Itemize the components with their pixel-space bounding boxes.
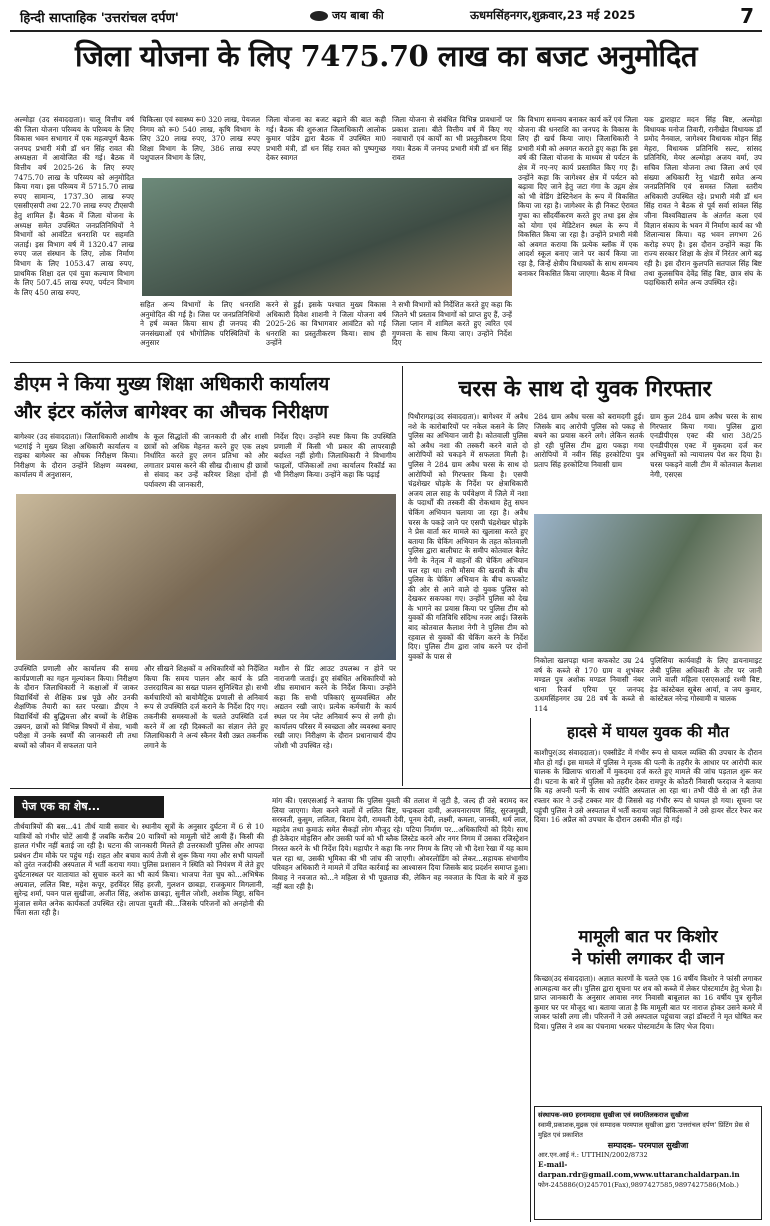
lead-col5: कि विभाग समन्वय बनाकर कार्य करें एवं जिला योजना की धनराशि का जनपद के विकास के लिए ही खर्च किया जाए। जिलाधिकारी ने प्रभारी मंत्री को अवगत कराते हुए कहा कि इस वर्ष की जिला योजना के माध्यम से पर्यटन के क्षेत्र में नए-नए कार्य प्रस्तावित किए गए हैं। उन्होंने कहा कि जागेश्वर क्षेत्र में पर्यटन को बढ़ावा दिए जाने हेतु जटा गंगा के उद्गम क्षेत्र को भी वेडिंग डेस्टिनेशन के रूप में विकसित किया जा रहा है। जागेश्वर के ही निकट ऐरावत गुफा का सौंदर्यीकरण करते हुए तथा इस क्षेत्र को योगा एवं मेडिटेशन स्थल के रूप में विकसित किया जा रहा है। उन्होंने प्रभारी मंत्री को अवगत कराया कि प्रत्येक ब्लॉक में एक आदर्श स्कूल बनाए जाने पर कार्य किया जा रहा है, जिन्हें क्षेत्रीय विधायकों के साथ समन्वय बनाकर विकसित किया जाएगा। बैठक में विधा (518, 115, 638, 278)
lead-headline: जिला योजना के लिए 7475.70 लाख का बजट अनुमोदित (75, 39, 697, 73)
imprint-owner: स्वामी,प्रकाशक,मुद्रक एवं सम्पादक परमपाल सुखीजा द्वारा 'उत्तरांचल दर्पण' प्रिंटिंग प्रेस से मुद्रित एवं प्रकाशित (538, 1121, 750, 1139)
lead-col4: जिला योजना से संबंधित विभिन्न प्रावधानों पर प्रकाश डाला। बीते वित्तीय वर्ष में किए गए नवाचारों एवं कार्यों का भी प्रस्तुतीकरण दिया गया। बैठक में जनपद प्रभारी मंत्री डॉ धन सिंह रावत (392, 115, 512, 163)
story2-col3b: मशीन से प्रिंट आउट उपलब्ध न होने पर नाराजगी जताई। हुए संबंधित अधिकारियों को शीघ्र समाधान करने के निर्देश किया। उन्होंने कहा कि सभी पत्रिकाएं सुव्यवस्थित और अद्यतन रखी जाएं। प्रत्येक कर्मचारी के कार्य स्थल पर नेम प्लेट अनिवार्य रूप से लगी हो। कार्यालय परिसर में स्वच्छता और व्यवस्था बनाए रखी जाए। निरीक्षण के दौरान प्रधानाचार्य दीप जोशी भी उपस्थित रहे। (274, 664, 396, 750)
story5-headline-line2: ने फांसी लगाकर दी जान (572, 949, 724, 969)
place-date: ऊधमसिंहनगर,शुक्रवार,23 मई 2025 (470, 8, 636, 22)
imprint-email: E-mail-darpan.rdr@gmail.com,www.uttaranchaldarpan.in (538, 1160, 740, 1179)
story3-col3: ग्राम कुल 284 ग्राम अवैध चरस के साथ गिरफ्तार किया गया। पुलिस द्वारा एनडीपीएस एक्ट की धारा 38/25 एनडीपीएस एक्ट में मुकदमा दर्ज कर अभियुक्तों को न्यायालय पेश कर दिया है। चरस पकड़ने वाली टीम में कोतवाल कैलाश नेगी, एसएस (650, 412, 762, 479)
story3-headline: चरस के साथ दो युवक गिरफ्तार (458, 376, 712, 402)
imprint-box (534, 1106, 762, 1220)
story2-col1b: उपस्थिति प्रणाली और कार्यालय की समग्र कार्यप्रणाली का गहन मूल्यांकन किया। निरीक्षण के दौरान जिलाधिकारी ने कक्षाओं में जाकर विद्यार्थियों से शैक्षिक प्रश्न पूछे और उनकी शैक्षणिक तैयारी का स्तर परखा। डीएम ने विद्यार्थियों की बुद्धिमत्ता और बच्चों के शैक्षिक उन्नयन, छात्रों को विभिन्न विषयों में सेवा, भावी परीक्षा में उनके स्वर्णों की जानकारी ली तथा बच्चों को जीवन में सफलता पाने (14, 664, 138, 750)
story3-col2: 284 ग्राम अवैध चरस को बरामदगी हुई। जिसके बाद आरोपी पुलिस को पकड़ से बचने का प्रयास करने लगे। लेकिन सतर्क हो रही पुलिस टीम द्वारा पकड़ा गया आरोपियों में नवीन सिंह हरकोटिया पुत्र प्रताप सिंह हरकोटिया निवासी ग्राम (534, 412, 644, 469)
emblem-icon (310, 11, 328, 21)
imprint-founders: संस्थापक-स्व0 हरनामदास सुखीजा एवं स्व0तिलकराज सुखीजा (538, 1111, 689, 1119)
story5-body: किच्छा(उद संवाददाता)। अज्ञात कारणों के चलते एक 16 वर्षीय किशोर ने फांसी लगाकर आत्महत्या कर ली। पुलिस द्वारा सूचना पर शव को कब्जे में लेकर पोस्टमार्टम हेतु भेजा है। प्राप्त जानकारी के अनुसार आवास नगर निवासी बाबूलाल का 16 वर्षीय पुत्र सुनील कुमार घर पर मौजूद था। बताया जाता है कि मामूली बात पर नाराज होकर उसने कमरे में जाकर फांसी लगा ली। परिजनों ने उसे अस्पताल पहुंचाया जहां डॉक्टरों ने मृत घोषित कर दिया। पुलिस ने शव का पंचनामा भरकर पोस्टमार्टम के लिए भेज दिया। (534, 974, 762, 1031)
story5-headline-line1: मामूली बात पर किशोर (578, 927, 718, 947)
story4-headline: हादसे में घायल युवक की मौत (566, 723, 730, 741)
motto-text: जय बाबा की (332, 9, 384, 22)
story2-col1: बागेश्वर (उद संवाददाता)। जिलाधिकारी आशीष भटगांई ने मुख्य शिक्षा अधिकारी कार्यालय व राइका बागेश्वर का औचक निरीक्षण किया। निरीक्षण के दौरान उन्होंने शिक्षण व्यवस्था, कार्यालय में अनुशासन, (14, 432, 138, 480)
story5-headline (534, 926, 762, 972)
story4-body: काशीपुर(उद संवाददाता)। एक्सीडेंट में गंभीर रूप से घायल व्यक्ति की उपचार के दौरान मौत हो गई। इस मामले में पुलिस ने मृतक की पत्नी के तहरीर के आधार पर आरोपी कार चालक के खिलाफ धाराओं में मुकदमा दर्ज करते हुए मामले की जांच पड़ताल शुरू कर दी। घटना के बारे में पुलिस को तहरीर देकर रामपुर के कोठरी निवासी फरदाज ने बताया कि वह अपनी पत्नी के साथ ज्योति अस्पताल आ रहा था। तभी पीछे से आ रही तेज रफ्तार कार ने उन्हें टक्कर मार दी जिससे वह गंभीर रूप से घायल हो गया। सूचना पर पहुंची पुलिस ने उसे अस्पताल में भर्ती कराया जहां चिकित्सकों ने उसे हायर सेंटर रेफर कर दिया। 16 अप्रैल को उपचार के दौरान उसकी मौत हो गई। (534, 748, 762, 825)
story3-col1: पिथौरागढ़(उद संवाददाता)। बागेश्वर में अवैध नशे के कारोबारियों पर नकेल कसने के लिए पुलिस का अभियान जारी है। कोतवाली पुलिस को अवैध नशा की तस्करी करने वाले दो आरोपियों को चकड़ने में सफलता मिली है। पुलिस ने 284 ग्राम अवैध चरस के साथ दो आरोपियों को गिरफ्तार किया है। एसपी चंद्रशेखर घोड़के के निर्देश पर क्षेत्राधिकारी अजय लाल साह के पर्यवेक्षण में जिले में नशा के पदार्थों की तस्करी की रोकथाम हेतु सघन चेकिंग अभियान चलाया जा रहा है। अवैध चरस के पकड़े जाने पर एसपी चंद्रशेखर घोड़के ने प्रेस वार्ता कर मामले का खुलासा करते हुए बताया कि चेकिंग अभियान के तहत कोतवाली पुलिस द्वारा बालीघाट के समीप कोतवाल बैलेट नेगी के नेतृत्व में वाहनों की चेकिंग अभियान चल रहा था। तभी मौसम की खराबी के बीच पुलिस के चेकिंग अभियान के बीच कफकोट की ओर से आने वाले दो युवक पुलिस को देखकर सकपका गए। उन्होंने पुलिस को देख के भागने का प्रयास किया पर पुलिस टीम को युवकों की गतिविधि संदिग्ध नजर आई। जिसके बाद कोतवाल कैलाश नेगी ने पुलिस टीम को रहवाल से युवकों की चेकिंग करने के निर्देश दिए। पुलिस टीम द्वारा जांच करने पर दोनों युवकों के पास से (408, 412, 528, 661)
story3-col2b: निकोला खलपड़ा थाना कफकोट उम्र 24 वर्ष के कब्जे से 170 ग्राम व शुभंकर मण्डल पुत्र अशोक मण्डल निवासी नंबर थाना रिजर्व एरिया पुर जनपद ऊधमसिंहनगर उम्र 28 वर्ष के कब्जे से 114 (534, 656, 644, 713)
lead-col1: अल्मोड़ा (उद संवाददाता)। चालू वित्तीय वर्ष की जिला योजना परिव्यय के परिव्यय के लिए विकास भवन सभागार में एक महत्वपूर्ण बैठक जनपद प्रभारी मंत्री डॉ धन सिंह रावत की अध्यक्षता में आयोजित की गई। बैठक में वित्तीय वर्ष 2025-26 के लिए रुपए 7475.70 लाख के परिव्यय को अनुमोदित किया गया। इस परिव्यय में 5715.70 लाख रुपए सामान्य, 1737.30 लाख रुपए एससीएसपी तथा 22.70 लाख रुपए टीएसपी हेतु शामिल हैं। बैठक में जिला योजना के अध्यक्ष समेत उपस्थित जनप्रतिनिधियों ने विभागों को आवंटित धनराशि पर सहमति जताई। इस विभाग वर्ष में 1320.47 लाख रुपए जल संस्थान के लिए, लोक निर्माण विभाग के लिए 1053.47 लाख रुपए, प्राथमिक शिक्षा दल एवं युवा कल्याण विभाग के लिए 507.45 लाख रुपए, पर्यटन विभाग के लिए 450 लाख रुपए, (14, 115, 134, 297)
story2-headline (14, 370, 404, 430)
lead-col2b: सहित अन्य विभागों के लिए धनराशि अनुमोदित की गई है। जिस पर जनप्रतिनिधियों ने हर्ष व्यक्त किया साथ ही जनपद की जनसंख्याओं एवं भौगोलिक परिस्थितियों के अनुसार (140, 300, 260, 348)
story2-headline-line1: डीएम ने किया मुख्य शिक्षा अधिकारी कार्यालय (14, 373, 330, 395)
motto (310, 8, 384, 23)
story2-col2b: और सीखने शिक्षकों व अधिकारियों को निर्देशित किया कि समय पालन और कार्य के प्रति उत्तरदायित्व का सख्त पालन सुनिश्चित हो। सभी कर्मचारियों को बायोमैट्रिक प्रणाली से अनिवार्य रूप से उपस्थिति दर्ज कराने के निर्देश दिए गए। तकनीकी समस्याओं के चलते उपस्थिति दर्ज करने में आ रही दिक्कतों का संज्ञान लेते हुए जिलाधिकारी ने अन्यं स्कैनर वैसी उन्नत तकनीक लगाने के (144, 664, 268, 750)
inspection-photo (16, 494, 396, 660)
page-one-box-col1: तीर्थयात्रियों की बस...41 तीर्थ यात्री सवार थे। स्थानीय सूत्रों के अनुसार दुर्घटना में 6 से 10 यात्रियों को गंभीर चोटें आयी हैं जबकि करीब 20 यात्रियों को मामूली चोटें आयी हैं। किसी की हालत गंभीर नहीं बताई जा रही है। घटना की जानकारी मिलते ही उत्तरकाशी पुलिस और आपदा प्रबंधन टीम मौके पर पहुंच गई। राहत और बचाव कार्य तेजी से शुरू किया गया और सभी घायलों को तुरंत नजदीकी अस्पताल में भर्ती कराया गया। पुलिस प्रशासन ने स्थिति को नियंत्रण में लेते हुए दुर्घटनास्थल पर यातायात को सुचारु करने का भी कार्य किया। भाजपा नेता चुघ को...अभिषेक अग्रवाल, ललित बिष्ट, महेश कपूर, हरविंदर सिंह हरजी, गुलशन छाबड़ा, राजकुमार मिगलानी, सुरेन्द्र शर्मा, पवन पाल सुखीजा, अजीत सिंह, अशोक छाबड़ा, सुनील जोशी, अशोक मिड्ढा, सचिन मुंजाल समेत अनेक कार्यकर्ता उपस्थित रहे। लापता युवती की...जिसके परिजनों को अनहोनी की चिंता सता रही है। (14, 822, 264, 918)
page-one-box-title: पेज एक का शेष... (14, 796, 164, 818)
story2-col2: के कूल सिद्धांतों की जानकारी दी और शासी छात्रों को अधिक मेहनत करने हुए एक लक्ष्य निर्धारित करते हुए लगन प्रतिभा को और लगातार प्रयास करने की सीख दी।साथ ही छात्रों से संवाद कर उन्हें करियर शिक्षा दोनों ही पर्यावरण की जानकारी, (144, 432, 268, 489)
imprint-editor: सम्पादक- परमपाल सुखीजा (607, 1140, 689, 1150)
lead-col4b: ने सभी विभागों को निर्देशित करते हुए कहा कि जितने भी प्रस्ताव विभागों को प्राप्त हुए हैं, उन्हें जिला प्लान में शामिल करते हुए त्वरित एवं गुणवत्ता के साथ किया जाए। उन्होंने निर्देश दिए (392, 300, 512, 348)
police-photo (534, 514, 762, 652)
story3-col3b: पुलिसिया कार्यवाही के लिए डायनामाइट लेबी पुलिस अधिकारी के तौर पर जानी जाने वाली महिला एसएसआई रश्मी बिष्ट, हेड कांस्टेबल सूबेस आर्या, व जय कुमार, कांस्टेबल नरेन्द्र गोस्वामी व चालक (650, 656, 762, 704)
imprint-phone: फोन-245886(O)245701(Fax),9897427585,9897427586(Mob.) (538, 1181, 739, 1189)
page-one-box-col2: मांग की। एसएसआई ने बताया कि पुलिस युवती की तलाश में जुटी है, जल्द ही उसे बरामद कर लिया जाएगा। मेला करने वालों में ललित बिष्ट, चन्द्रकला दावी, अजयनारायण सिंह, सुरजमुखी, सरस्वती, कुसुम, ललिता, बिराम देवी, रामवती देवी, पूनम देवी, लक्ष्मी, कमला, जानकी, धर्म लाल, महादेव तथा कुमाऊं समेत सैकड़ों लोग मौजूद रहे। पटिया निर्माण पर...अधिकारियों को दिये। साथ ही ठेकेदार मोहसिन और उसकी फर्म को भी ब्लैक लिस्टेड करने और नगर निगम में उसका रजिस्ट्रेशन निरस्त करने के भी निर्देश दिये। महापौर ने कहा कि नगर निगम के लिए जो भी देशा रेखा में यह काम चल रहा था, उसकी भूमिका की भी जांच की जाएगी। ओवरलोडिंग को लेकर...सहायक संभागीय परिवहन अधिकारी ने मामले में उचित कार्रवाई का आश्वासन दिया जिसके बाद प्रदर्शन समाप्त हुआ। विवाह ने नवजात को...ने महिला से भी पूछताछ की, लेकिन वह नवजात के पिता के बारे में कुछ नहीं बता रही है। (272, 796, 528, 892)
lead-col6: यक द्वाराहाट मदन सिंह बिष्ट, अल्मोड़ा विधायक मनोज तिवारी, रानीखेत विधायक डॉ प्रमोद नैनवाल, जागेश्वर विधायक मोहन सिंह मेहरा, विधायक प्रतिनिधि सल्ट, सांसद प्रतिनिधि, मेयर अल्मोड़ा अजय वर्मा, उप सचिव जिला योजना तथा जिला अर्थ एवं संख्या अधिकारी रेनु भंडारी समेत अन्य जनप्रतिनिधि एवं समस्त जिला स्तरीय अधिकारी उपस्थित रहे। प्रभारी मंत्री डॉ धन सिंह रावत ने बैठक से पूर्व सर्वा सांवल सिंह जीना विश्वविद्यालय के अंतर्गत कला एवं विज्ञान संकाय के भवन में निर्माण कार्य का भी शिलान्यास किया। यह भवन लगभग 26 करोड़ रुपए है। इस दौरान उन्होंने कहा कि राज्य सरकार शिक्षा के क्षेत्र में निरंतर आगे बढ़ रही है। इस दौरान कुलपति सतपाल सिंह बिष्ट तथा कुलसचिव देवेंद्र सिंह बिष्ट, छात्र संघ के पदाधिकारी समेत अन्य उपस्थित रहे। (644, 115, 762, 288)
lead-col2: चिकित्सा एवं स्वास्थ्य रू0 320 लाख, पेयजल निगम को रू0 540 लाख, कृषि विभाग के लिए 320 लाख रुपए, 370 लाख रुपए शिक्षा विभाग के लिए, 386 लाख रुपए पशुपालन विभाग के लिए, (140, 115, 260, 163)
page-number: 7 (740, 4, 754, 28)
imprint-rni: आर.एन.आई नं.: UTTHIN/2002/8732 (538, 1151, 648, 1159)
story2-col3: निर्देश दिए। उन्होंने स्पष्ट किया कि उपस्थिति प्रणाली में किसी भी प्रकार की लापरवाही बर्दाश्त नहीं होगी। जिलाधिकारी ने विभागीय फाइलों, पंजिकाओं तथा कार्यालय रिकॉर्ड का भी निरीक्षण किया। उन्होंने कहा कि पढ़ाई (274, 432, 396, 480)
lead-col3b: करने से हुई। इसके पश्चात मुख्य विकास अधिकारी दिवेश शाशनी ने जिला योजना वर्ष 2025-26 का विभागवार आवंटित को गई धनराशि का प्रस्तुतीकरण किया। साथ ही उन्होंने (266, 300, 386, 348)
story2-headline-line2: और इंटर कॉलेज बागेश्वर का औचक निरीक्षण (14, 401, 329, 423)
lead-col3: जिला योजना का बजट बढ़ाने की बात कही गई। बैठक की शुरुआत जिलाधिकारी आलोक कुमार पांडेय द्वारा बैठक में उपस्थित मा0 प्रभारी मंत्री, डॉ धन सिंह रावत को पुष्पगुच्छ देकर स्वागत (266, 115, 386, 163)
masthead (10, 4, 762, 30)
paper-name: हिन्दी साप्ताहिक 'उत्तरांचल दर्पण' (20, 11, 179, 26)
meeting-photo (142, 178, 512, 296)
